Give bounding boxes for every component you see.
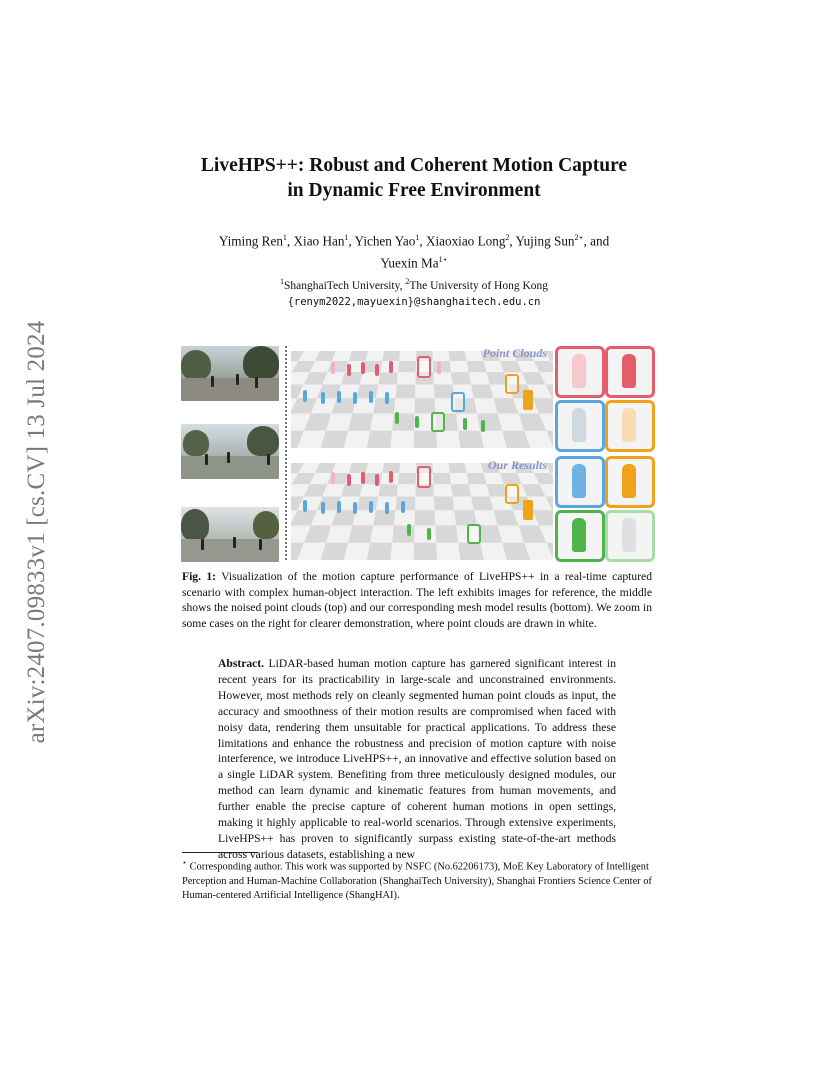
figure-divider <box>285 346 287 560</box>
affiliation-1: ShanghaiTech University, <box>283 279 403 292</box>
footnote-text: Corresponding author. This work was supported by NSFC (No.62206173), MoE Key Laboratory of Intelligent Perception and Human-Machine Collaboration (ShanghaiTech University), Shanghai Frontiers Science Center of Human-centered Artificial Intelligence (ShangHAI). <box>182 861 652 902</box>
zoom-panel <box>605 456 655 508</box>
zoom-panel <box>555 400 605 452</box>
footnote <box>182 856 652 904</box>
point-cloud-panel <box>291 344 553 448</box>
title-line-2: in Dynamic Free Environment <box>287 180 541 201</box>
results-panel <box>291 456 553 560</box>
zoom-panel <box>555 346 605 398</box>
zoom-panel <box>605 346 655 398</box>
caption-text: Visualization of the motion capture performance of LiveHPS++ in a real-time captured scenario with complex human-object interaction. The left exhibits images for reference, the middle shows the noised point clouds (top) and our corresponding mesh model results (bottom). We zoom in some cases on the right for clearer demonstration, where point clouds are drawn in white. <box>182 570 652 630</box>
abstract-text: LiDAR-based human motion capture has garnered significant interest in recent years for its practicability in large-scale and unconstrained environments. However, most methods rely on cleanly segmented human point clouds as input, the accuracy and smoothness of their motion results are compromised when faced with noisy data, rendering them unsuitable for practical applications. To address these limitations and enhance the robustness and precision of motion capture with noise interference, we introduce LiveHPS++, an innovative and effective solution based on a single LiDAR system. Benefiting from three meticulously designed modules, our method can learn dynamic and kinematic features from human movements, and further enable the precise capture of coherent human motions in open settings, making it highly applicable to real-world scenarios. Through extensive experiments, LiveHPS++ has proven to significantly surpass existing state-of-the-art methods across various datasets, establishing a new <box>218 657 616 861</box>
footnote-rule <box>182 852 258 853</box>
title-line-1: LiveHPS++: Robust and Coherent Motion Capture <box>200 155 628 176</box>
author-affil-mark: 2⋆ <box>574 233 584 242</box>
arxiv-identifier-text: arXiv:2407.09833v1 [cs.CV] 13 Jul 2024 <box>23 320 50 744</box>
author-affil-mark: 1 <box>282 233 287 242</box>
author-name: Yiming Ren <box>218 233 283 249</box>
figure-caption <box>182 569 652 631</box>
author-list <box>0 228 828 273</box>
author-name: Xiaoxiao Long <box>425 233 506 249</box>
author-name: Yichen Yao <box>354 233 416 249</box>
affil-mark: 1 <box>279 277 284 286</box>
authors-line-2 <box>0 250 828 272</box>
authors-line-1: Yiming Ren$^1$, Xiao Han$^1$, Yichen Yao$^1$, Xiaoxiao Long$^2$, Yujing Sun$^{2⋆}$, and <box>218 233 610 249</box>
author-name: Yujing Sun <box>515 233 575 249</box>
caption-label: Fig. 1: <box>182 570 217 583</box>
zoom-panel <box>605 400 655 452</box>
author-affil-mark: 1⋆ <box>438 255 448 265</box>
author-affil-mark: 1 <box>415 233 420 242</box>
abstract <box>218 656 616 863</box>
zoom-panel <box>555 510 605 562</box>
abstract-label: Abstract. <box>218 657 265 670</box>
author-affil-mark: 1 <box>344 233 349 242</box>
affil-mark: 2 <box>405 277 410 286</box>
reference-photo <box>181 424 279 479</box>
affiliation-line <box>0 274 828 294</box>
author-name: Xiao Han <box>293 233 345 249</box>
results-label: Our Results <box>487 458 547 472</box>
author-affil-mark: 2 <box>505 233 510 242</box>
affiliations <box>0 274 828 310</box>
zoom-panel <box>555 456 605 508</box>
reference-photo <box>181 507 279 562</box>
footnote-mark: ⋆ <box>182 858 188 867</box>
figure-1 <box>181 344 651 562</box>
zoom-panel <box>605 510 655 562</box>
author-name: Yuexin Ma <box>380 255 439 271</box>
paper-title <box>0 153 828 203</box>
affiliation-2: The University of Hong Kong <box>409 279 549 292</box>
point-cloud-label: Point Clouds <box>482 346 547 360</box>
contact-email: {renym2022,mayuexin}@shanghaitech.edu.cn <box>287 295 541 308</box>
arxiv-identifier <box>19 300 55 764</box>
reference-photo <box>181 346 279 401</box>
